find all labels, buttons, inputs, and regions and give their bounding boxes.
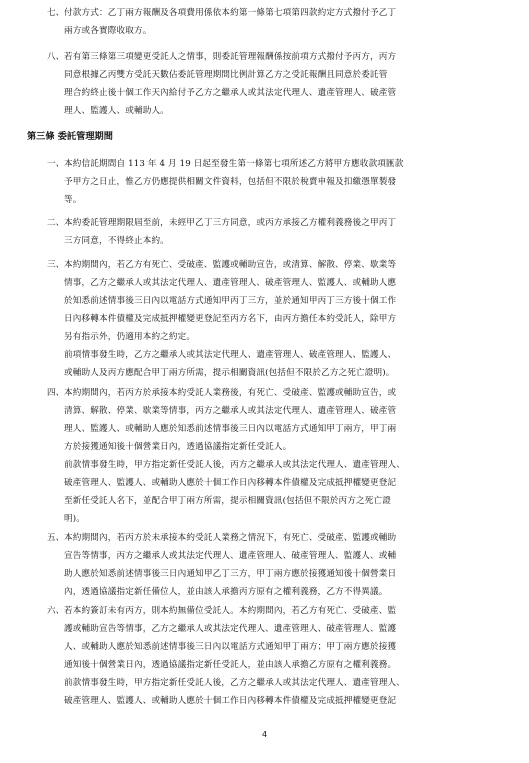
clause-line: 日內移轉本件債權及完成抵押權變更登記至丙方名下，由丙方擔任本約受託人，除甲方 [64,314,397,324]
clause-line: 助人應於知悉前述情事後三日內通知甲乙丁三方，甲丁兩方應於接獲通知後十個營業日 [64,569,397,579]
clause-line: 人、或輔助人應於知悉前述情事後三日內以電話方式通知甲丁兩方；甲丁兩方應於接獲 [64,642,397,652]
clause-line: 等。 [64,195,82,205]
clause-number: 八、 [47,52,65,62]
clause-number: 一、 [47,159,65,169]
clause-number: 五、 [47,533,65,543]
clause-line: 同意根據乙丙雙方受託天數佔委託管理期間比例計算乙方之受託報酬且同意於委託管 [64,70,388,80]
clause-line: 予甲方之日止，惟乙方仍應提供相關文件資料，包括但不限於稅賣申報及扣繳憑單製發 [64,177,397,187]
clause-line: 前款情事發生時，甲方指定新任受託人後，乙方之繼承人或其法定代理人、遺產管理人、 [64,678,406,688]
clause-line: 明)。 [64,514,85,524]
clause-line: 破產管理人、監護人、或輔助人應於十個工作日內移轉本件債權及完成抵押權變更登記 [64,478,397,488]
clause-line: 付款方式：乙丁兩方報酬及各項費用係依本約第一條第七項第四款約定方式撥付予乙丁 [64,8,397,18]
clause-number: 四、 [47,388,65,398]
clause-line: 三方同意，不得終止本約。 [64,236,169,246]
clause-line: 本約信託期間自 113 年 4 月 19 日起至發生第一條第七項所述乙方將甲方應收款項匯款 [64,159,404,169]
clause-line: 情事，乙方之繼承人或其法定代理人、遺產管理人、破產管理人、監護人、或輔助人應 [64,278,397,288]
clause-number: 六、 [47,606,65,616]
clause-line: 宣告等情事，丙方之繼承人或其法定代理人、遺產管理人、破產管理人、監護人、或輔 [64,551,397,561]
clause-line: 兩方或各實際收取方。 [64,26,152,36]
clause-line: 本約委託管理期限屆至前，未經甲乙丁三方同意，或丙方承接乙方權利義務後之甲丙丁 [64,218,397,228]
clause-number: 七、 [47,8,65,18]
clause-line: 前款情事發生時，甲方指定新任受託人後，丙方之繼承人或其法定代理人、遺產管理人、 [64,460,406,470]
clause-line: 至新任受託人名下，並配合甲丁兩方所需，提示相關資訊(包括但不限於丙方之死亡證 [64,496,392,506]
clause-line: 前項情事發生時，乙方之繼承人或其法定代理人、遺產管理人、破產管理人、監護人、 [64,350,397,360]
clause-line: 內，透過協議指定新任備位人，並由該人承擔丙方原有之權利義務，乙方不得異議。 [64,587,388,597]
clause-line: 於知悉前述情事後三日內以電話方式通知甲丙丁三方，並於通知甲丙丁三方後十個工作 [64,296,397,306]
clause-line: 本約期間內，若乙方有死亡、受破產、監護或輔助宣告，或清算、解散、停業、歇業等 [64,260,397,270]
clause-number: 二、 [47,218,65,228]
clause-line: 通知後十個營業日內，透過協議指定新任受託人，並由該人承擔乙方原有之權利義務。 [64,660,397,670]
clause-line: 本約期間內，若丙方於承接本約受託人業務後，有死亡、受破產、監護或輔助宣告，或 [64,388,397,398]
page-number: 4 [261,730,268,739]
clause-line: 方於接獲通知後十個營業日內，透過協議指定新任受託人。 [64,442,292,452]
clause-line: 本約期間內，若丙方於未承接本約受託人業務之情況下，有死亡、受破產、監護或輔助 [64,533,397,543]
clause-line: 清算、解散、停業、歇業等情事，丙方之繼承人或其法定代理人、遺產管理人、破產管 [64,406,397,416]
clause-line: 或輔助人及丙方應配合甲丁兩方所需，提示相關資訊(包括但不限於乙方之死亡證明)。 [64,368,395,378]
clause-line: 另有指示外，仍適用本約之約定。 [64,332,196,342]
clause-line: 破產管理人、監護人、或輔助人應於十個工作日內移轉本件債權及完成抵押權變更登記 [64,696,397,706]
clause-line: 若本約簽訂未有丙方，則本約無備位受託人。本約期間內，若乙方有死亡、受破產、監 [64,606,397,616]
section-heading: 第三條 委託管理期間 [27,131,113,142]
clause-line: 護或輔助宣告等情事，乙方之繼承人或其法定代理人、遺產管理人、破產管理人、監護 [64,624,397,634]
clause-line: 理人、監護人、或輔助人應於知悉前述情事後三日內以電話方式通知甲丁兩方，甲丁兩 [64,424,397,434]
clause-line: 理合約終止後十個工作天內給付予乙方之繼承人或其法定代理人、遺產管理人、破產管 [64,88,397,98]
clause-line: 若有第三條第三項變更受託人之情事，則委託管理報酬係按前項方式撥付予丙方，丙方 [64,52,397,62]
clause-line: 理人、監護人、或輔助人。 [64,106,169,116]
clause-number: 三、 [47,260,65,270]
